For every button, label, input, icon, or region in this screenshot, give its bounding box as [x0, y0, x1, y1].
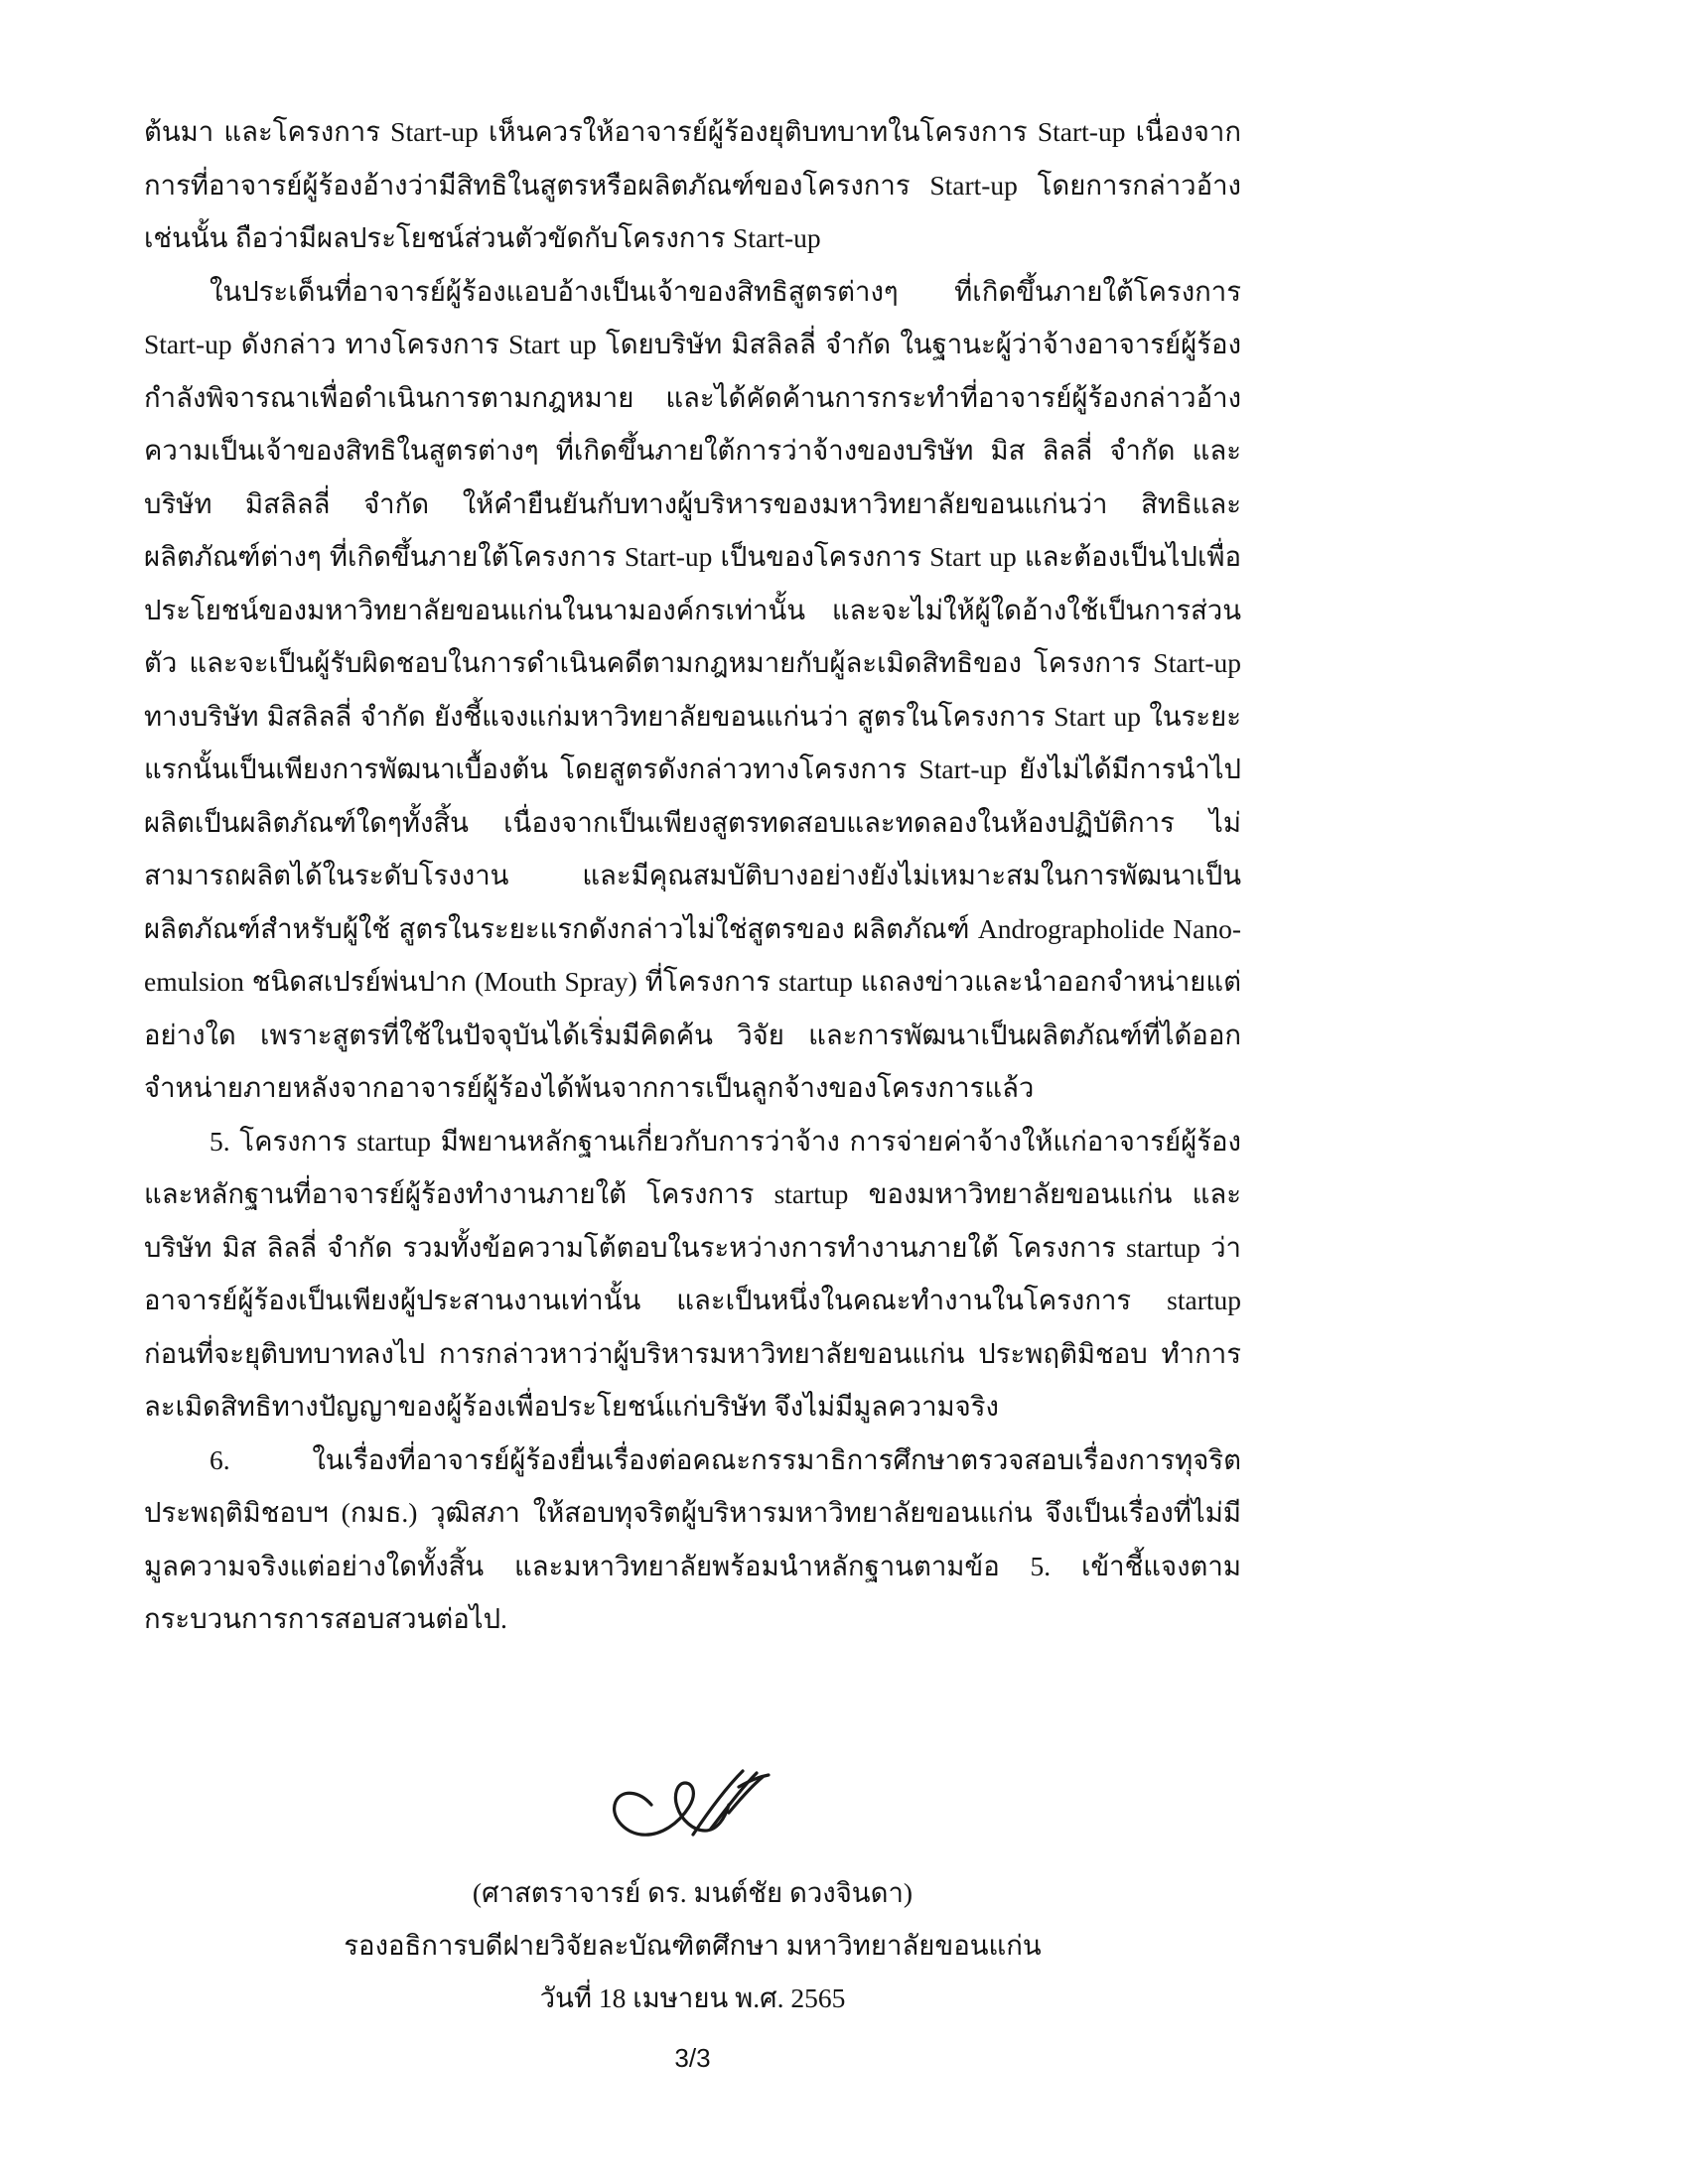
signature-block: [144, 1747, 1241, 2024]
paragraph-continuation: ต้นมา และโครงการ Start-up เห็นควรให้อาจารย์ผู้ร้องยุติบทบาทในโครงการ Start-up เนื่องจากการที่อาจารย์ผู้ร้องอ้างว่ามีสิทธิในสูตรหรือผลิตภัณฑ์ของโครงการ Start-up โดยการกล่าวอ้างเช่นนั้น ถือว่ามีผลประโยชน์ส่วนตัวขัดกับโครงการ Start-up: [144, 116, 1241, 253]
signature-date: วันที่ 18 เมษายน พ.ศ. 2565: [539, 1982, 846, 2013]
page-number: 3/3: [674, 2043, 711, 2073]
paragraph-item-6: 6. ในเรื่องที่อาจารย์ผู้ร้องยื่นเรื่องต่อคณะกรรมาธิการศึกษาตรวจสอบเรื่องการทุจริตประพฤติมิชอบฯ (กมธ.) วุฒิสภา ให้สอบทุจริตผู้บริหารมหาวิทยาลัยขอนแก่น จึงเป็นเรื่องที่ไม่มีมูลความจริงแต่อย่างใดทั้งสิ้น และมหาวิทยาลัยพร้อมนำหลักฐานตามข้อ 5. เข้าชี้แจงตามกระบวนการการสอบสวนต่อไป.: [144, 1443, 1241, 1634]
document-body: [144, 105, 1241, 1646]
signatory-name: (ศาสตราจารย์ ดร. มนต์ชัย ดวงจินดา): [472, 1877, 914, 1908]
handwritten-signature-icon: [544, 1747, 842, 1866]
paragraph-item-5: 5. โครงการ startup มีพยานหลักฐานเกี่ยวกับการว่าจ้าง การจ่ายค่าจ้างให้แก่อาจารย์ผู้ร้อง และหลักฐานที่อาจารย์ผู้ร้องทำงานภายใต้ โครงการ startup ของมหาวิทยาลัยขอนแก่น และบริษัท มิส ลิลลี่ จำกัด รวมทั้งข้อความโต้ตอบในระหว่างการทำงานภายใต้ โครงการ startup ว่าอาจารย์ผู้ร้องเป็นเพียงผู้ประสานงานเท่านั้น และเป็นหนึ่งในคณะทำงานในโครงการ startup ก่อนที่จะยุติบทบาทลงไป การกล่าวหาว่าผู้บริหารมหาวิทยาลัยขอนแก่น ประพฤติมิชอบ ทำการละเมิดสิทธิทางปัญญาของผู้ร้องเพื่อประโยชน์แก่บริษัท จึงไม่มีมูลความจริง: [144, 1125, 1241, 1422]
signatory-position: รองอธิการบดีฝายวิจัยละบัณฑิตศึกษา มหาวิทยาลัยขอนแก่น: [344, 1930, 1042, 1961]
paragraph-claim-ownership: ในประเด็นที่อาจารย์ผู้ร้องแอบอ้างเป็นเจ้าของสิทธิสูตรต่างๆ ที่เกิดขึ้นภายใต้โครงการ Start-up ดังกล่าว ทางโครงการ Start up โดยบริษัท มิสลิลลี่ จำกัด ในฐานะผู้ว่าจ้างอาจารย์ผู้ร้องกำลังพิจารณาเพื่อดำเนินการตามกฎหมาย และได้คัดค้านการกระทำที่อาจารย์ผู้ร้องกล่าวอ้างความเป็นเจ้าของสิทธิในสูตรต่างๆ ที่เกิดขึ้นภายใต้การว่าจ้างของบริษัท มิส ลิลลี่ จำกัด และบริษัท มิสลิลลี่ จำกัด ให้คำยืนยันกับทางผู้บริหารของมหาวิทยาลัยขอนแก่นว่า สิทธิและผลิตภัณฑ์ต่างๆ ที่เกิดขึ้นภายใต้โครงการ Start-up เป็นของโครงการ Start up และต้องเป็นไปเพื่อประโยชน์ของมหาวิทยาลัยขอนแก่นในนามองค์กรเท่านั้น และจะไม่ให้ผู้ใดอ้างใช้เป็นการส่วนตัว และจะเป็นผู้รับผิดชอบในการดำเนินคดีตามกฎหมายกับผู้ละเมิดสิทธิของ โครงการ Start-up ทางบริษัท มิสลิลลี่ จำกัด ยังชี้แจงแก่มหาวิทยาลัยขอนแก่นว่า สูตรในโครงการ Start up ในระยะแรกนั้นเป็นเพียงการพัฒนาเบื้องต้น โดยสูตรดังกล่าวทางโครงการ Start-up ยังไม่ได้มีการนำไปผลิตเป็นผลิตภัณฑ์ใดๆทั้งสิ้น เนื่องจากเป็นเพียงสูตรทดสอบและทดลองในห้องปฏิบัติการ ไม่สามารถผลิตได้ในระดับโรงงาน และมีคุณสมบัติบางอย่างยังไม่เหมาะสมในการพัฒนาเป็นผลิตภัณฑ์สำหรับผู้ใช้ สูตรในระยะแรกดังกล่าวไม่ใช่สูตรของ ผลิตภัณฑ์ Andrographolide Nano-emulsion ชนิดสเปรย์พ่นปาก (Mouth Spray) ที่โครงการ startup แถลงข่าวและนำออกจำหน่ายแต่อย่างใด เพราะสูตรที่ใช้ในปัจจุบันได้เริ่มมีคิดค้น วิจัย และการพัฒนาเป็นผลิตภัณฑ์ที่ได้ออกจำหน่ายภายหลังจากอาจารย์ผู้ร้องได้พ้นจากการเป็นลูกจ้างของโครงการแล้ว: [144, 275, 1241, 1103]
